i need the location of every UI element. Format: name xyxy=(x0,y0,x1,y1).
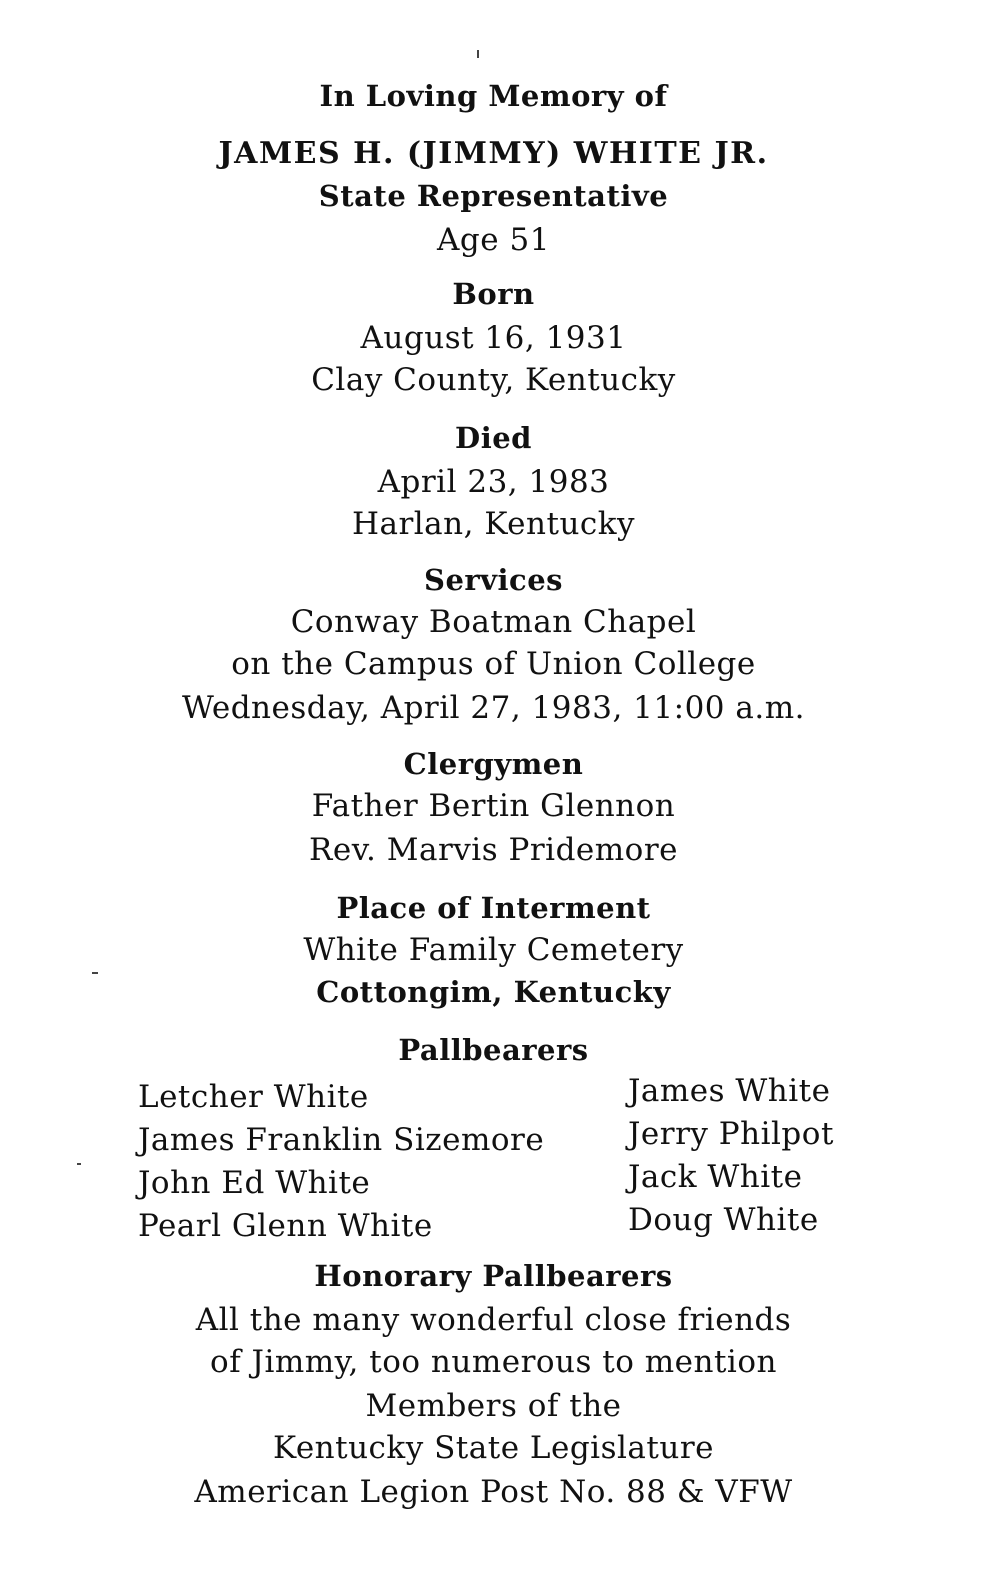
pallbearers-heading: Pallbearers xyxy=(398,1033,589,1067)
died-date: April 23, 1983 xyxy=(377,464,610,500)
pallbearer-name: James Franklin Sizemore xyxy=(138,1122,545,1158)
pallbearers-left-column xyxy=(138,1076,544,1248)
clergyman-name: Rev. Marvis Pridemore xyxy=(309,832,678,868)
clergymen-heading: Clergymen xyxy=(403,747,584,781)
pallbearer-name: Jerry Philpot xyxy=(628,1116,834,1152)
pallbearer-name: James White xyxy=(628,1073,831,1109)
memory-line: In Loving Memory of xyxy=(319,79,668,113)
clergyman-name: Father Bertin Glennon xyxy=(311,788,676,824)
pallbearer-name: Pearl Glenn White xyxy=(138,1208,433,1244)
honorary-heading: Honorary Pallbearers xyxy=(314,1259,673,1293)
born-place: Clay County, Kentucky xyxy=(311,362,676,398)
deceased-name: JAMES H. (JIMMY) WHITE JR. xyxy=(218,136,769,171)
honorary-line: American Legion Post No. 88 & VFW xyxy=(194,1474,793,1510)
born-heading: Born xyxy=(452,277,535,311)
honorary-line: of Jimmy, too numerous to mention xyxy=(210,1344,777,1380)
interment-place: Cottongim, Kentucky xyxy=(316,975,671,1009)
interment-cemetery: White Family Cemetery xyxy=(303,932,684,968)
pallbearer-name: Jack White xyxy=(628,1159,803,1195)
services-location: Conway Boatman Chapel xyxy=(290,604,697,640)
services-campus: on the Campus of Union College xyxy=(231,646,756,682)
services-heading: Services xyxy=(424,563,563,597)
pallbearer-name: John Ed White xyxy=(138,1165,371,1201)
died-place: Harlan, Kentucky xyxy=(351,506,636,542)
honorary-line: Kentucky State Legislature xyxy=(273,1430,714,1466)
age-line: Age 51 xyxy=(437,222,550,258)
interment-heading: Place of Interment xyxy=(336,891,651,925)
pallbearers-right-column xyxy=(628,1070,834,1242)
born-date: August 16, 1931 xyxy=(360,320,627,356)
position-title: State Representative xyxy=(318,179,669,213)
pallbearer-name: Letcher White xyxy=(138,1079,369,1115)
died-heading: Died xyxy=(455,421,532,455)
honorary-line: Members of the xyxy=(365,1388,622,1424)
print-speck xyxy=(77,1163,81,1165)
honorary-line: All the many wonderful close friends xyxy=(195,1302,792,1338)
pallbearer-name: Doug White xyxy=(628,1202,819,1238)
services-datetime: Wednesday, April 27, 1983, 11:00 a.m. xyxy=(182,690,805,726)
print-speck xyxy=(477,50,479,58)
